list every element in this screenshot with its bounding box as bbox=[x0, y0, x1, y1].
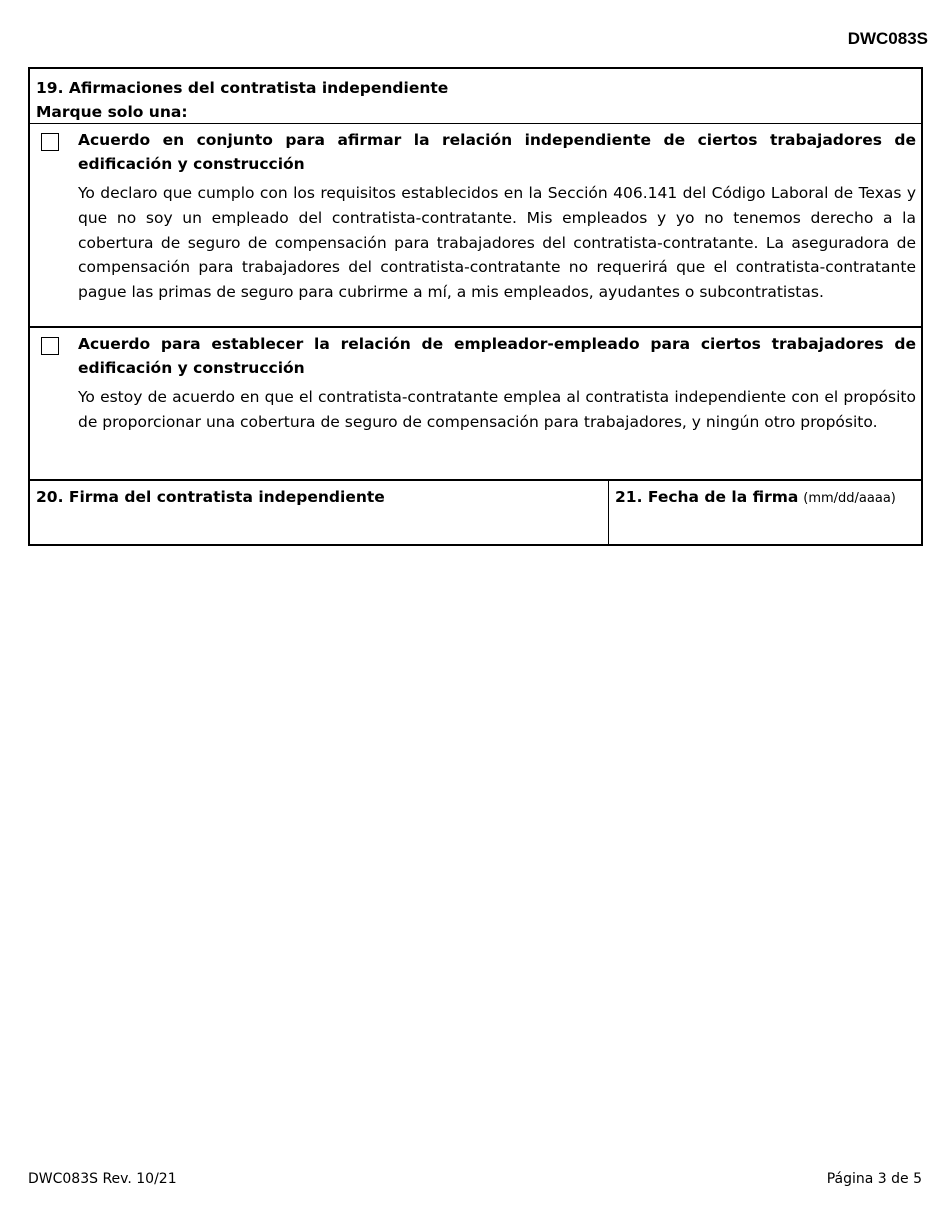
signature-date-label: 21. Fecha de la firma bbox=[615, 488, 799, 506]
footer-page-number: Página 3 de 5 bbox=[826, 1171, 922, 1187]
signature-date-format-hint: (mm/dd/aaaa) bbox=[803, 491, 896, 506]
signature-date-field[interactable] bbox=[609, 481, 921, 544]
signature-row bbox=[30, 481, 921, 544]
signature-label: 20. Firma del contratista independiente bbox=[36, 488, 385, 506]
employer-employee-checkbox[interactable] bbox=[41, 337, 59, 355]
section-19-instruction: Marque solo una: bbox=[36, 103, 188, 121]
section-19-header bbox=[30, 69, 921, 124]
section-19-title: 19. Afirmaciones del contratista independiente bbox=[36, 79, 449, 97]
footer-revision: DWC083S Rev. 10/21 bbox=[28, 1171, 177, 1187]
joint-agreement-checkbox[interactable] bbox=[41, 133, 59, 151]
form-code: DWC083S bbox=[847, 29, 928, 48]
joint-agreement-content bbox=[78, 128, 916, 305]
joint-agreement-text: Yo declaro que cumplo con los requisitos establecidos en la Sección 406.141 del Código Laboral de Texas y que no soy un empleado del contratista-contratante. Mis empleados y yo no tenemos derecho a la cobertura de seguro de compensación para trabajadores del contratista-contratante. La aseguradora de compensación para trabajadores del contratista-contratante no requerirá que el contratista-contratante pague las primas de seguro para cubrirme a mí, a mis empleados, ayudantes o subcontratistas. bbox=[78, 184, 916, 302]
signature-field[interactable] bbox=[30, 481, 609, 544]
joint-agreement-title: Acuerdo en conjunto para afirmar la relación independiente de ciertos trabajadores de edificación y construcción bbox=[78, 131, 916, 173]
option-joint-agreement bbox=[30, 124, 921, 328]
option-employer-employee-agreement bbox=[30, 328, 921, 481]
affirmations-form bbox=[28, 67, 923, 546]
employer-employee-content bbox=[78, 332, 916, 435]
employer-employee-text: Yo estoy de acuerdo en que el contratista-contratante emplea al contratista independiente con el propósito de proporcionar una cobertura de seguro de compensación para trabajadores, y ningún otro propósito. bbox=[78, 388, 916, 431]
employer-employee-title: Acuerdo para establecer la relación de empleador-empleado para ciertos trabajadores de edificación y construcción bbox=[78, 335, 916, 377]
